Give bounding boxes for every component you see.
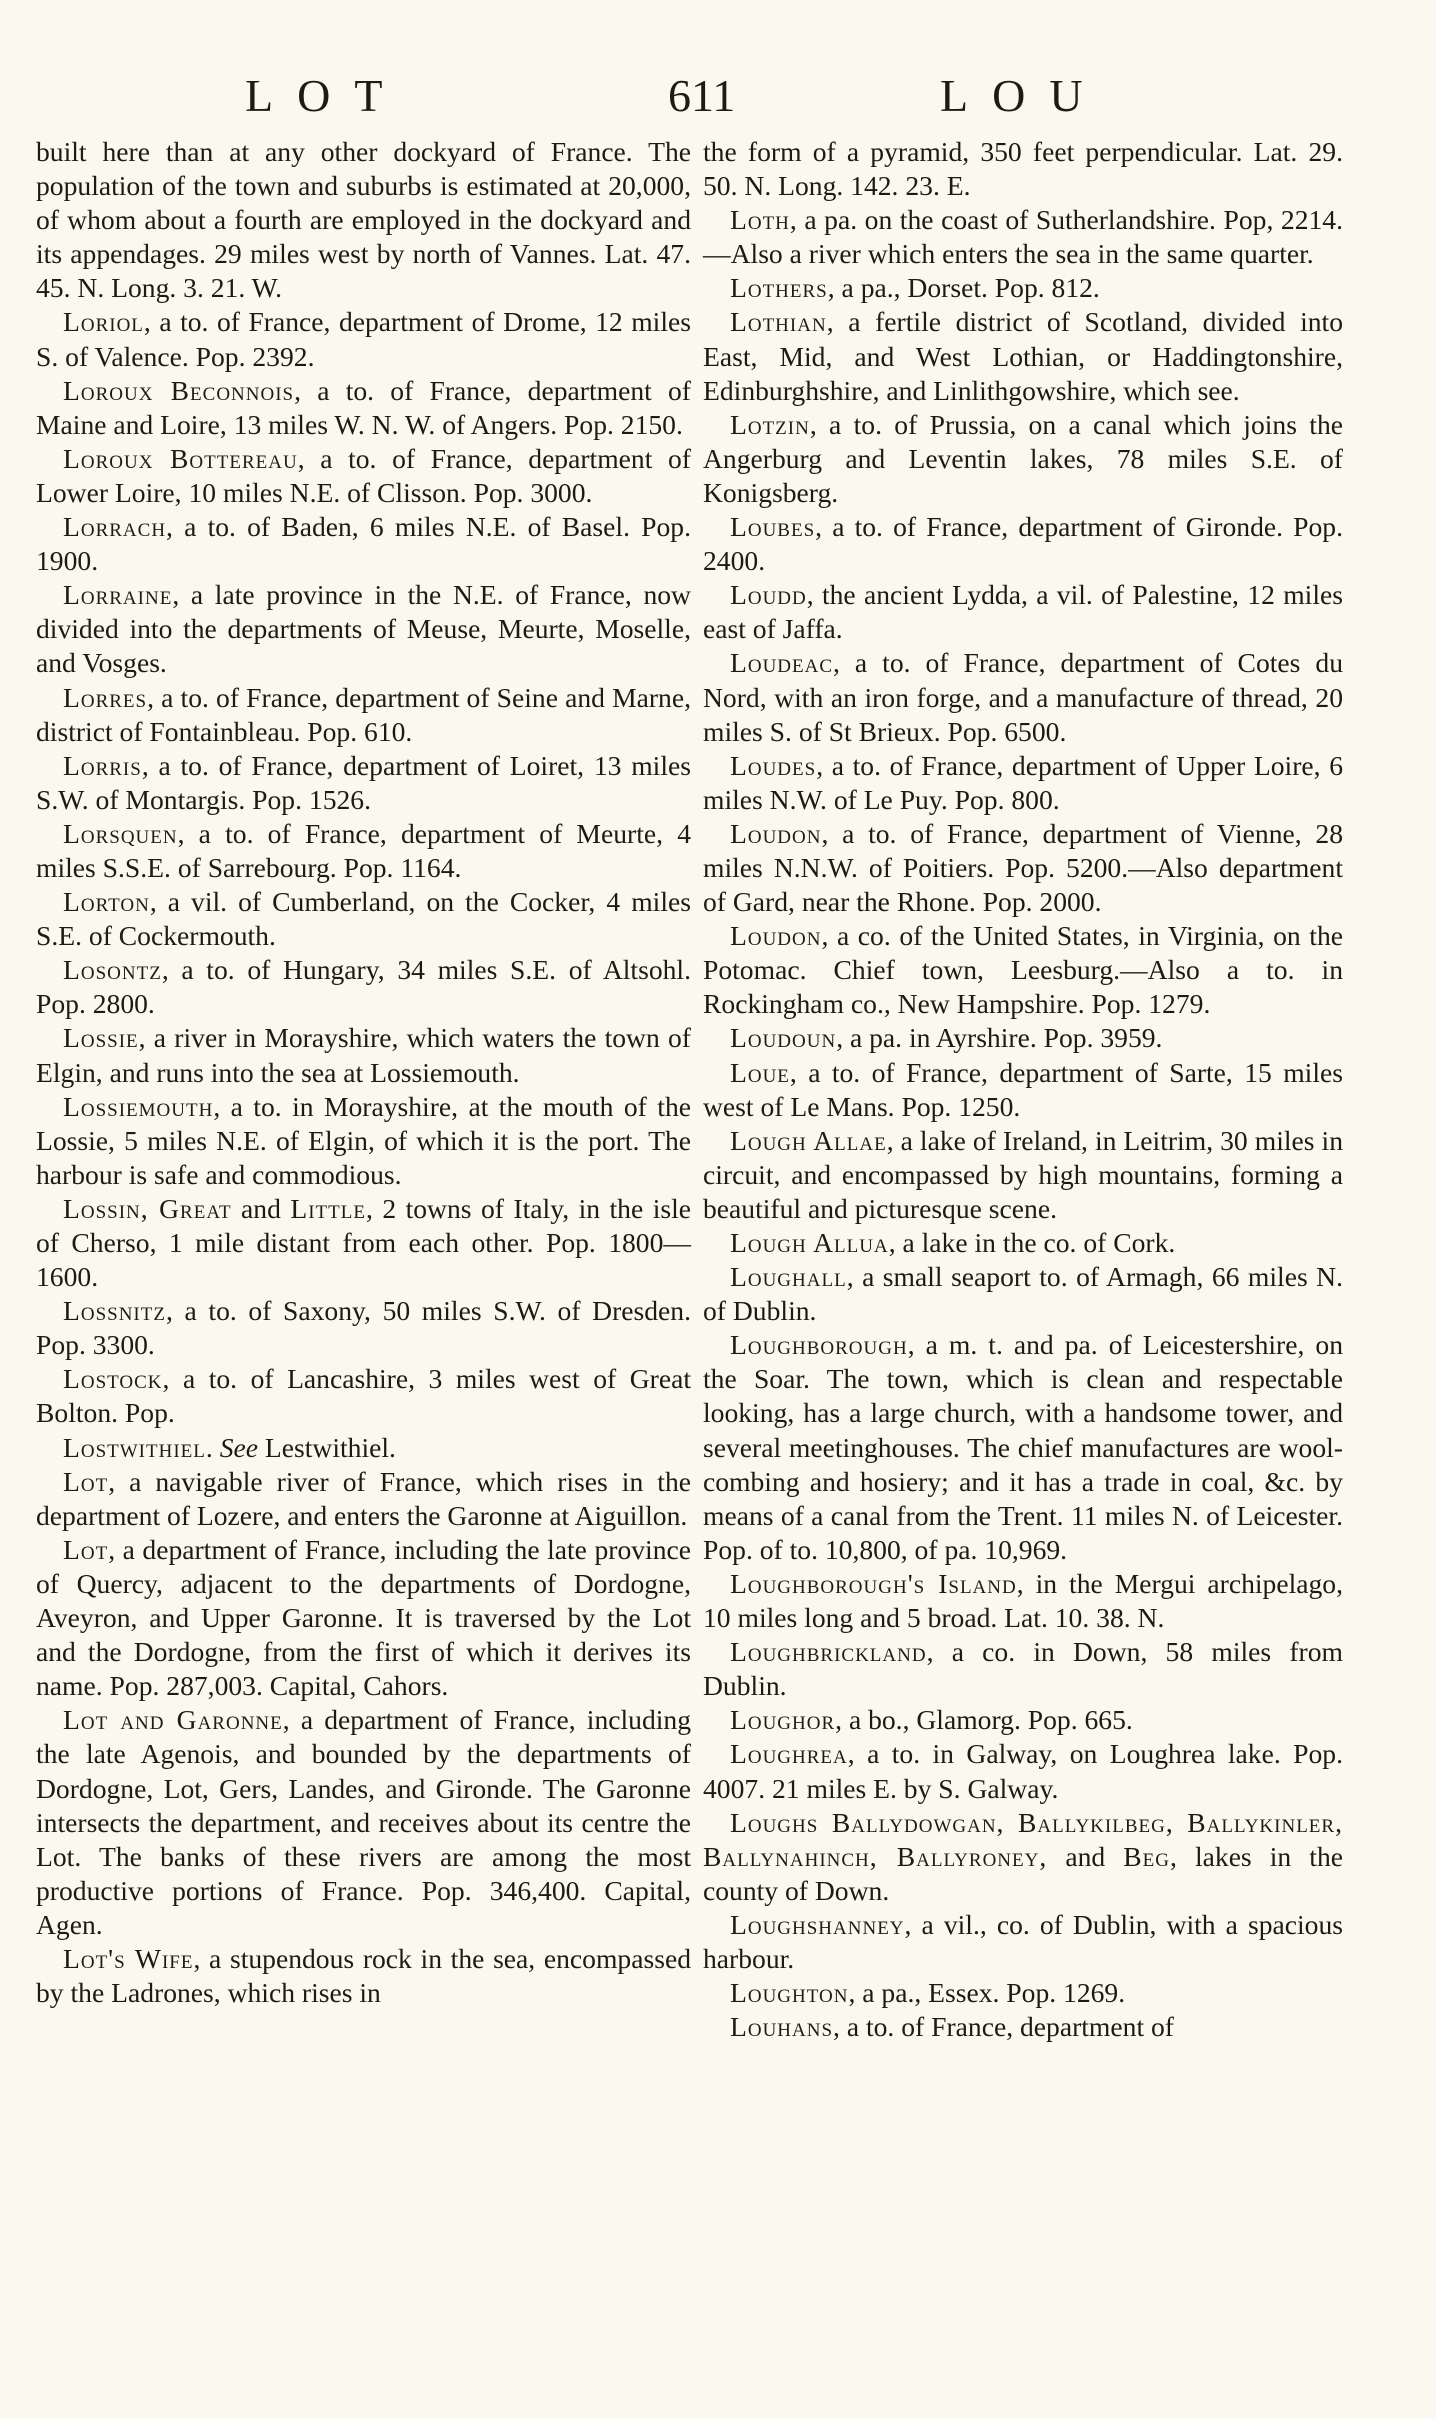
gazetteer-entry: [703, 1806, 1343, 1908]
gazetteer-entry: [36, 817, 691, 885]
gazetteer-entry: [36, 1431, 691, 1465]
gazetteer-entry: [36, 135, 691, 305]
entry-text: , a to. of France, department of Cotes du Nord, with an iron forge, and a manufacture of thread, 20 miles S. of St Brieux. Pop. 6500.: [703, 647, 1343, 747]
entry-text: , a to. of France, department of Vienne, 28 miles N.N.W. of Poitiers. Pop. 5200.—Also department of Gard, near the Rhone. Pop. 2000.: [703, 817, 1343, 918]
entry-text: , a to. of France, department of Maine and Loire, 13 miles W. N. W. of Angers. Pop. 2150.: [36, 374, 691, 440]
entry-headword: Lorrach: [63, 511, 167, 543]
entry-text: , a to. of France, department of Lower Loire, 10 miles N.E. of Clisson. Pop. 3000.: [36, 442, 691, 508]
entry-headword: Loughshanney: [730, 1908, 905, 1940]
entry-headword: Loroux Bottereau: [63, 442, 298, 474]
entry-headword: Loudeac: [730, 647, 834, 679]
entry-text: , a to. of France, department of Gironde. Pop. 2400.: [703, 511, 1343, 577]
entry-headword: Loughor: [730, 1704, 836, 1736]
entry-text: , a vil. of Cumberland, on the Cocker, 4 miles S.E. of Cockermouth.: [36, 886, 691, 952]
entry-text: and: [1047, 1840, 1124, 1872]
entry-text: , a lake in the co. of Cork.: [888, 1227, 1176, 1258]
entry-headword: Lorton: [63, 886, 150, 918]
entry-text: , a to. of France, department of Sarte, 15 miles west of Le Mans. Pop. 1250.: [703, 1056, 1343, 1122]
entry-headword: Loudon: [730, 817, 822, 849]
gazetteer-entry: [36, 749, 691, 817]
entry-headword: Loriol: [63, 306, 144, 338]
entry-text: , a to. of Hungary, 34 miles S.E. of Altsohl. Pop. 2800.: [36, 954, 691, 1020]
entry-headword: Lotzin: [730, 408, 810, 440]
entry-headword: Louhans: [730, 2011, 834, 2043]
entry-headword: Loubes: [730, 511, 816, 543]
entry-text: , lakes in the county of Down.: [703, 1840, 1344, 1906]
entry-headword: Loughall: [730, 1261, 847, 1293]
entry-headword: Lough Allae: [730, 1124, 887, 1156]
entry-text: , a co. of the United States, in Virginia, on the Potomac. Chief town, Leesburg.—Also a to. in Rockingham co., New Hampshire. Pop. 1279.: [703, 920, 1343, 1020]
entry-text: and: [231, 1192, 291, 1224]
left-column: [36, 135, 691, 2010]
gazetteer-entry: [36, 1021, 691, 1089]
entry-text: , a to. of France, department of Loiret, 13 miles S.W. of Montargis. Pop. 1526.: [36, 749, 691, 815]
gazetteer-entry: [36, 1294, 691, 1362]
entry-text: , a to. of Lancashire, 3 miles west of Great Bolton. Pop.: [36, 1363, 691, 1429]
entry-text: the form of a pyramid, 350 feet perpendicular. Lat. 29. 50. N. Long. 142. 23. E.: [703, 136, 1343, 202]
page-header: [0, 66, 1436, 126]
gazetteer-entry: [703, 1021, 1343, 1055]
gazetteer-entry: [36, 1942, 691, 2010]
gazetteer-entry: [36, 1703, 691, 1942]
entry-text: , a m. t. and pa. of Leicestershire, on the Soar. The town, which is clean and respectable looking, has a large church, with a handsome tower, and several meetinghouses. The chief manufactures are wool-combing and hosiery; and it has a trade in coal, &c. by means of a canal from the Trent. 11 miles N. of Leicester. Pop. of to. 10,800, of pa. 10,969.: [703, 1329, 1343, 1565]
right-column: [703, 135, 1343, 2044]
entry-text: , a pa., Essex. Pop. 1269.: [848, 1977, 1126, 2009]
gazetteer-entry: [703, 817, 1343, 919]
entry-headword: Lossie: [63, 1022, 139, 1054]
gazetteer-entry: [36, 1533, 691, 1703]
gazetteer-entry: [36, 578, 691, 680]
entry-text: , the ancient Lydda, a vil. of Palestine, 12 miles east of Jaffa.: [703, 579, 1343, 645]
entry-text: , a navigable river of France, which rises in the department of Lozere, and enters the Garonne at Aiguillon.: [36, 1465, 691, 1531]
gazetteer-entry: [703, 919, 1343, 1021]
gazetteer-entry: [703, 1737, 1343, 1805]
entry-text: , a to. in Galway, on Loughrea lake. Pop. 4007. 21 miles E. by S. Galway.: [703, 1738, 1343, 1804]
entry-text: Lestwithiel.: [257, 1431, 396, 1463]
gazetteer-entry: [703, 510, 1343, 578]
gazetteer-entry: [703, 2010, 1343, 2044]
entry-text: , a department of France, including the late Agenois, and bounded by the departments of Dordogne, Lot, Gers, Landes, and Gironde. The Garonne intersects the department, and receives about its centre the Lot. The banks of these rivers are among the most productive portions of France. Pop. 346,400. Capital, Agen.: [36, 1704, 692, 1940]
entry-text: , a to. of France, department of Drome, 12 miles S. of Valence. Pop. 2392.: [36, 306, 691, 372]
entry-headword: Loughs Ballydowgan, Ballykilbeg, Ballykinler, Ballynahinch, Ballyroney,: [703, 1806, 1343, 1872]
entry-headword: Loughton: [730, 1977, 849, 2009]
entry-headword: Lorraine: [63, 579, 173, 611]
entry-headword: Beg: [1123, 1840, 1170, 1872]
entry-headword: Loudon: [730, 920, 822, 952]
gazetteer-entry: [703, 1226, 1343, 1260]
entry-text: , a small seaport to. of Armagh, 66 miles N. of Dublin.: [703, 1261, 1343, 1327]
gazetteer-entry: [36, 1090, 691, 1192]
entry-text: .: [205, 1431, 220, 1463]
gazetteer-entry: [36, 953, 691, 1021]
gazetteer-entry: [703, 203, 1343, 271]
entry-headword: Lot's Wife: [63, 1942, 194, 1974]
entry-headword: Loudes: [730, 749, 817, 781]
entry-headword: Loughborough's Island: [730, 1567, 1017, 1599]
header-right-catchword: LOU: [940, 70, 1107, 121]
gazetteer-entry: [703, 305, 1343, 407]
entry-headword: Loughbrickland: [730, 1636, 927, 1668]
gazetteer-entry: [36, 681, 691, 749]
entry-headword: Losontz: [63, 954, 162, 986]
entry-headword: Lossiemouth: [63, 1090, 214, 1122]
gazetteer-entry: [36, 1192, 691, 1294]
entry-headword: Lough Allua: [730, 1227, 889, 1258]
gazetteer-entry: [703, 1567, 1343, 1635]
entry-text: , a to. in Morayshire, at the mouth of the Lossie, 5 miles N.E. of Elgin, of which it is the port. The harbour is safe and commodious.: [36, 1090, 691, 1190]
entry-text: , a pa. in Ayrshire. Pop. 3959.: [836, 1022, 1163, 1054]
entry-text: , a pa., Dorset. Pop. 812.: [827, 272, 1100, 304]
entry-text: , a co. in Down, 58 miles from Dublin.: [703, 1636, 1343, 1702]
entry-italic: See: [219, 1431, 258, 1463]
entry-text: , a fertile district of Scotland, divided into East, Mid, and West Lothian, or Haddingtonshire, Edinburghshire, and Linlithgowshire, which see.: [703, 306, 1343, 406]
entry-headword: Loth: [730, 204, 790, 236]
entry-headword: Lothers: [730, 272, 828, 304]
entry-headword: Loughborough: [730, 1329, 908, 1361]
entry-text: , a pa. on the coast of Sutherlandshire. Pop, 2214.—Also a river which enters the sea in the same quarter.: [703, 204, 1343, 270]
entry-headword: Lostwithiel: [63, 1431, 206, 1463]
gazetteer-entry: [703, 578, 1343, 646]
entry-headword: Loue: [730, 1056, 790, 1088]
gazetteer-entry: [703, 1908, 1343, 1976]
entry-text: , a vil., co. of Dublin, with a spacious harbour.: [703, 1908, 1343, 1974]
entry-headword: Lot: [63, 1533, 109, 1565]
entry-headword: Lorris: [63, 749, 142, 781]
entry-headword: Little: [290, 1192, 366, 1224]
entry-headword: Lot: [63, 1465, 109, 1497]
entry-headword: Lot and Garonne: [63, 1704, 283, 1736]
entry-headword: Lossin, Great: [63, 1192, 232, 1224]
gazetteer-entry: [36, 1362, 691, 1430]
gazetteer-entry: [703, 646, 1343, 748]
gazetteer-entry: [703, 1260, 1343, 1328]
entry-text: , a lake of Ireland, in Leitrim, 30 miles in circuit, and encompassed by high mountains, forming a beautiful and picturesque scene.: [703, 1124, 1343, 1224]
entry-headword: Loudd: [730, 579, 807, 611]
entry-headword: Loroux Beconnois: [63, 374, 295, 406]
entry-text: , a to. of Prussia, on a canal which joins the Angerburg and Leventin lakes, 78 miles S.E. of Konigsberg.: [703, 408, 1343, 508]
entry-text: , a to. of Saxony, 50 miles S.W. of Dresden. Pop. 3300.: [36, 1295, 691, 1361]
gazetteer-entry: [36, 885, 691, 953]
gazetteer-entry: [703, 408, 1343, 510]
entry-text: , a to. of France, department of Seine and Marne, district of Fontainbleau. Pop. 610.: [36, 681, 691, 747]
entry-text: built here than at any other dockyard of France. The population of the town and suburbs is estimated at 20,000, of whom about a fourth are employed in the dockyard and its appendages. 29 miles west by north of Vannes. Lat. 47. 45. N. Long. 3. 21. W.: [36, 136, 691, 304]
gazetteer-entry: [703, 1635, 1343, 1703]
entry-text: , a to. of France, department of Upper Loire, 6 miles N.W. of Le Puy. Pop. 800.: [703, 749, 1343, 815]
gazetteer-entry: [36, 305, 691, 373]
entry-text: , 2 towns of Italy, in the isle of Cherso, 1 mile distant from each other. Pop. 1800—1600.: [36, 1192, 692, 1293]
entry-text: , a department of France, including the late province of Quercy, adjacent to the departments of Dordogne, Aveyron, and Upper Garonne. It is traversed by the Lot and the Dordogne, from the first of which it derives its name. Pop. 287,003. Capital, Cahors.: [36, 1533, 691, 1702]
gazetteer-entry: [703, 1056, 1343, 1124]
gazetteer-entry: [703, 1124, 1343, 1226]
entry-text: , in the Mergui archipelago, 10 miles long and 5 broad. Lat. 10. 38. N.: [703, 1567, 1344, 1634]
entry-text: , a to. of France, department of Meurte, 4 miles S.S.E. of Sarrebourg. Pop. 1164.: [36, 817, 691, 883]
header-left-catchword: LOT: [245, 70, 407, 121]
entry-text: , a bo., Glamorg. Pop. 665.: [835, 1704, 1133, 1736]
gazetteer-entry: [703, 1976, 1343, 2010]
gazetteer-entry: [703, 271, 1343, 305]
entry-text: , a to. of France, department of: [833, 2011, 1174, 2043]
entry-headword: Lostock: [63, 1363, 163, 1395]
gazetteer-entry: [703, 1703, 1343, 1737]
gazetteer-entry: [703, 1328, 1343, 1567]
entry-text: , a stupendous rock in the sea, encompassed by the Ladrones, which rises in: [36, 1942, 691, 2009]
gazetteer-entry: [703, 135, 1343, 203]
entry-headword: Loughrea: [730, 1738, 848, 1770]
gazetteer-entry: [36, 510, 691, 578]
entry-headword: Lossnitz: [63, 1295, 166, 1327]
entry-headword: Lothian: [730, 306, 827, 338]
page-number: 611: [668, 70, 736, 121]
entry-headword: Lorsquen: [63, 817, 178, 849]
entry-headword: Loudoun: [730, 1022, 837, 1054]
entry-text: , a river in Morayshire, which waters the town of Elgin, and runs into the sea at Lossiemouth.: [36, 1022, 691, 1088]
entry-text: , a late province in the N.E. of France, now divided into the departments of Meuse, Meurte, Moselle, and Vosges.: [36, 579, 691, 679]
gazetteer-entry: [36, 374, 691, 442]
entry-text: , a to. of Baden, 6 miles N.E. of Basel. Pop. 1900.: [36, 511, 691, 577]
entry-headword: Lorres: [63, 681, 148, 713]
gazetteer-entry: [36, 1465, 691, 1533]
gazetteer-entry: [36, 442, 691, 510]
gazetteer-entry: [703, 749, 1343, 817]
